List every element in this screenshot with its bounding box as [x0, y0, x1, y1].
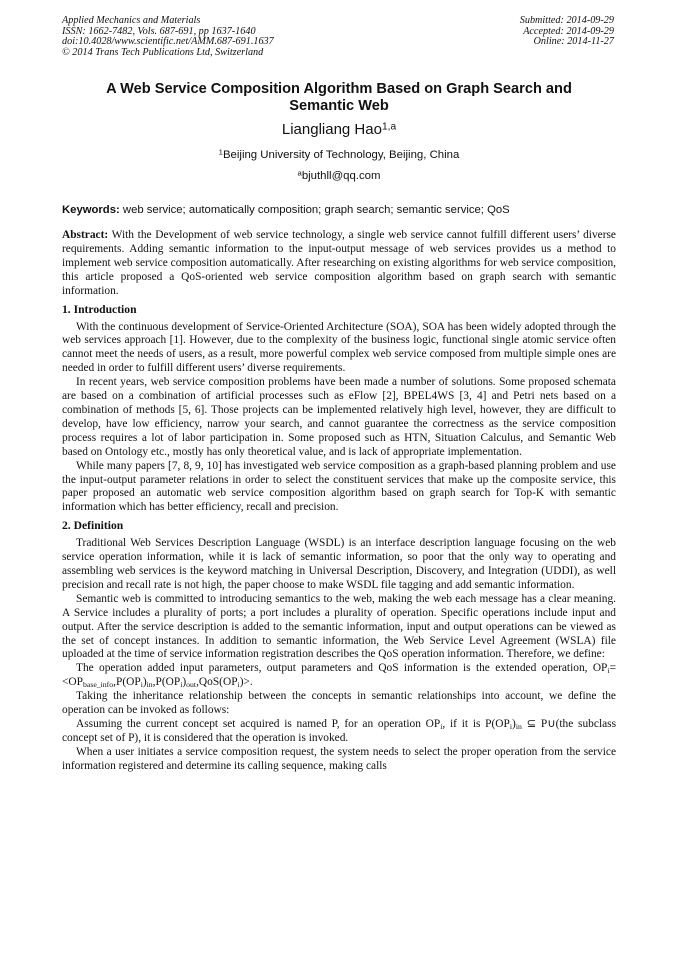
online-date: Online: 2014-11-27	[533, 36, 614, 48]
title-line-1: A Web Service Composition Algorithm Based on Graph Search and	[106, 81, 572, 97]
text-run: )	[142, 676, 147, 689]
author-email	[60, 169, 618, 183]
subscript: i	[140, 680, 143, 690]
abstract-text: With the Development of web service technology, a single web service cannot fulfill different users’ diverse requirements. Adding semantic information to the input-output message of web services provides us a method to implement web service composition automatically. After researching on existing algorithms for web service composition, this article proposed a QoS-oriented web service composition algorithm based on graph search with semantic information.	[62, 229, 616, 297]
paper-title	[60, 81, 618, 115]
section-heading-introduction: 1. Introduction	[62, 302, 137, 316]
accepted-date: Accepted: 2014-09-29	[523, 25, 614, 37]
text-run: )	[512, 718, 516, 730]
text-run: ,P(OP	[113, 676, 141, 689]
subscript: base_info	[83, 680, 114, 690]
paragraph-extended-operation	[62, 662, 616, 690]
author-sup: 1,a	[381, 121, 397, 133]
journal-info	[62, 16, 274, 58]
paragraph: In recent years, web service composition problems have been made a number of solutions. Some proposed schemata are based on a combination of artificial processes such as eFlow [2], BPEL4WS [3, 4] and Petri nets based on a combination of methods [5, 6]. Those projects can be implemented relatively high level, however, they are difficult to develop, have low efficiency, narrow your search, and cannot guarantee the correctness as the service composition process requires a lot of labor participation in. Some proposed such as HTN, Situation Calculus, and Semantic Web based on Ontology etc., mostly has only theoretical value, and is lack of appropriate implementation.	[62, 376, 616, 458]
text-run: ,P(OP	[152, 676, 181, 689]
subscript: i	[509, 721, 513, 731]
affiliation	[60, 148, 618, 162]
affiliation-text: Beijing University of Technology, Beijing, China	[222, 149, 460, 161]
paper-body	[62, 229, 616, 774]
keywords-text: web service; automatically composition; graph search; semantic service; QoS	[119, 204, 510, 216]
text-run: = <OP	[62, 662, 616, 689]
subscript: i	[237, 680, 240, 690]
abstract-label: Abstract:	[62, 229, 109, 241]
title-line-2: Semantic Web	[289, 98, 389, 114]
paragraph: Semantic web is committed to introducing semantics to the web, making the web each message has a clear meaning. A Service includes a plurality of ports; a port includes a plurality of operation. Specific operations include input and output. After the service description is added to the semantic information, input and output operations can be viewed as the set of concept instances. In addition to semantic information, the Web Service Level Agreement (WSLA) file uploaded at the time of service information registration describes the QoS operation information. Therefore, we define:	[62, 592, 616, 661]
subscript: i	[607, 666, 610, 676]
paragraph: With the continuous development of Service-Oriented Architecture (SOA), SOA has been widely adopted through the web services approach [1]. However, due to the complexity of the business logic, functional single atomic service often cannot meet the needs of users, as a result, more powerful complex web service composed from multiple simple ones are needed in order to fulfill different users’ diverse requirements.	[62, 320, 616, 375]
paragraph: Traditional Web Services Description Language (WSDL) is an interface description language focusing on the web service operation information, while it is lack of semantic information, so poor that the only way to operating and assembling web services is the keyword matching in Universal Description, Discovery, and Integration (UDDI), as well precision and recall rate is not high, the paper choose to make WSDL file tagging and add semantic information.	[62, 537, 616, 591]
keywords	[62, 203, 618, 217]
subscript: in	[146, 680, 153, 690]
subscript: in	[515, 721, 522, 731]
paragraph-invocation-condition	[62, 718, 616, 746]
text-run: The operation added input parameters, output parameters and QoS information is the extended operation, OP	[76, 662, 608, 675]
abstract	[62, 229, 616, 299]
text-run: Assuming the current concept set acquired is named P, for an operation OP	[76, 718, 441, 730]
submitted-date: Submitted: 2014-09-29	[519, 15, 614, 26]
submission-dates	[520, 16, 614, 48]
journal-doi: doi:10.4028/www.scientific.net/AMM.687-691.1637	[62, 36, 274, 48]
journal-copyright: © 2014 Trans Tech Publications Ltd, Switzerland	[62, 46, 264, 58]
author	[60, 121, 618, 139]
text-run: )	[182, 676, 187, 689]
subscript: i	[440, 721, 443, 731]
email-text: bjuthll@qq.com	[301, 170, 381, 182]
keywords-label: Keywords:	[62, 204, 120, 216]
text-run: ,QoS(OP	[196, 676, 238, 689]
paragraph: When a user initiates a service composition request, the system needs to select the proper operation from the service information registered and determine its calling sequence, making calls	[62, 745, 616, 772]
email-sup: a	[297, 168, 302, 178]
text-run: , if it is P(OP	[442, 718, 510, 730]
journal-issn: ISSN: 1662-7482, Vols. 687-691, pp 1637-1640	[62, 25, 256, 37]
paragraph: While many papers [7, 8, 9, 10] has investigated web service composition as a graph-based planning problem and use the input-output parameter relations in order to select the constituent services that make up the composite service, this paper proposed an automatic web service composition algorithm based on graph search for Top-K with semantic information which has better efficiency, recall and precision.	[62, 459, 616, 514]
subscript: out	[186, 680, 197, 690]
text-run: )>.	[239, 676, 253, 689]
affiliation-sup: 1	[218, 147, 223, 157]
paragraph: Taking the inheritance relationship between the concepts in semantic relationships into account, we define the operation can be invoked as follows:	[62, 690, 616, 717]
text-run: ⊆ P∪(the subclass concept set of P), it is considered that the operation is invoked.	[62, 718, 617, 744]
journal-name: Applied Mechanics and Materials	[62, 15, 201, 26]
author-name: Liangliang Hao	[281, 121, 382, 138]
subscript: i	[180, 680, 183, 690]
section-heading-definition: 2. Definition	[62, 519, 124, 533]
